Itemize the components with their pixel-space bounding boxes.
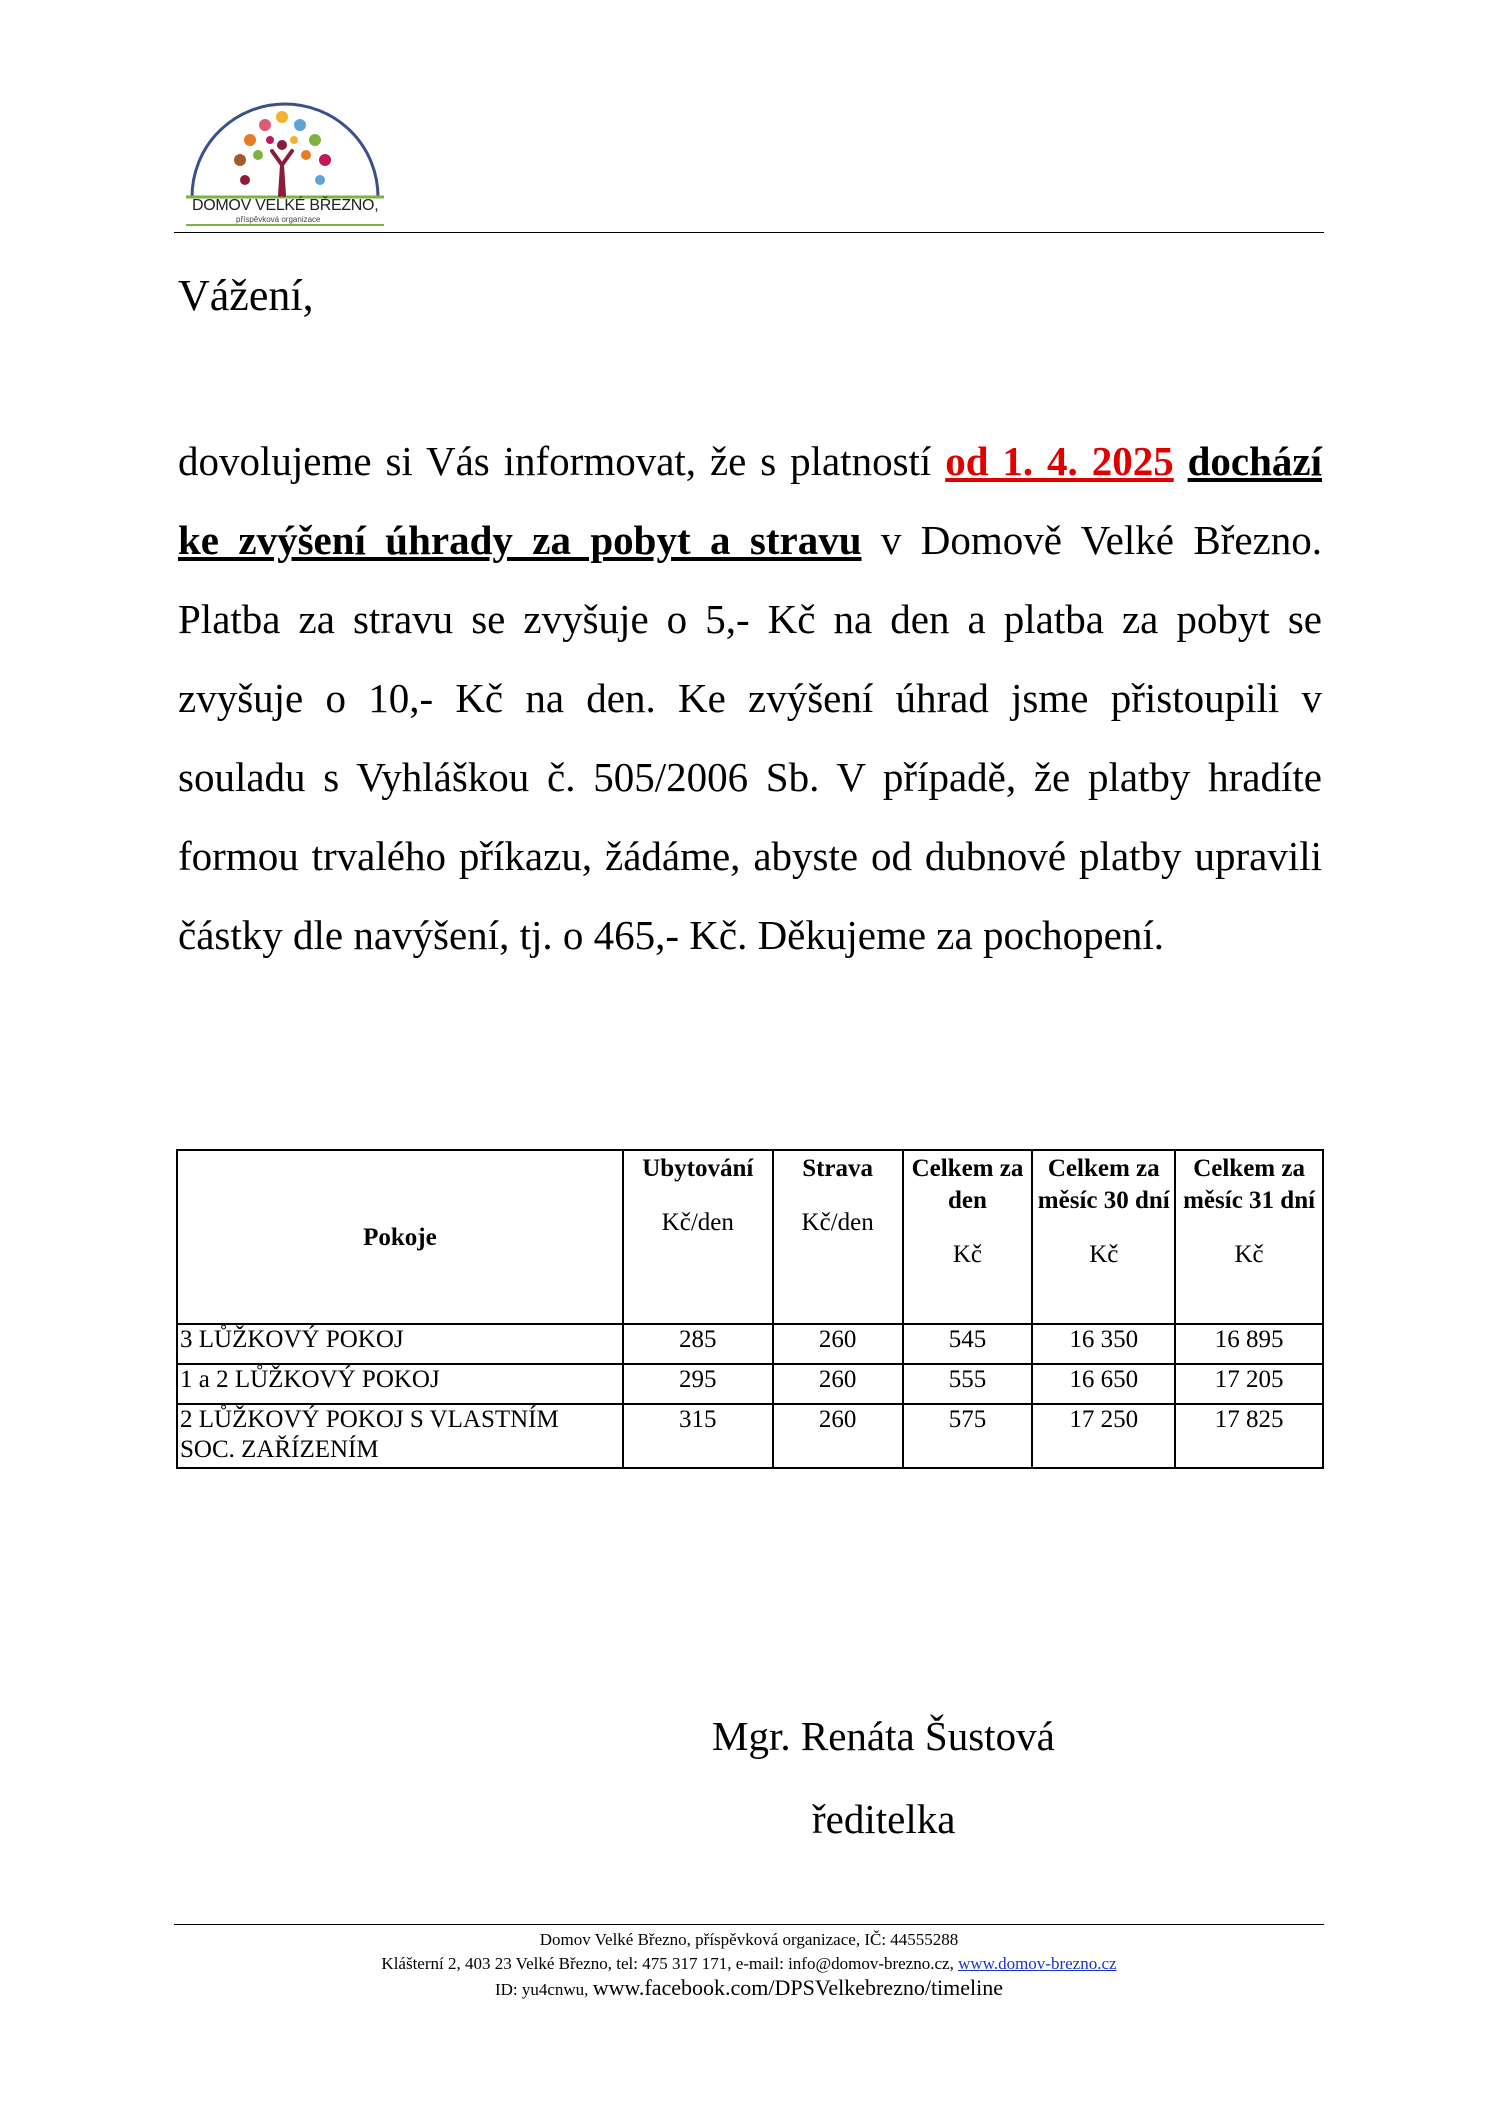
header-month30: Celkem za měsíc 30 dní Kč: [1032, 1150, 1175, 1324]
logo-subtitle: příspěvková organizace: [236, 215, 321, 224]
effective-date: od 1. 4. 2025: [945, 438, 1174, 484]
signature-role: ředitelka: [812, 1796, 956, 1842]
footer-id: ID: yu4cnwu,: [494, 1980, 593, 1999]
table-row: [177, 1404, 1323, 1468]
cell-room: 3 LŮŽKOVÝ POKOJ: [177, 1324, 623, 1364]
facebook-link[interactable]: www.facebook.com/DPSVelkebrezno/timeline: [592, 1975, 1004, 2000]
cell-food: 260: [773, 1404, 903, 1468]
cell-month31: 17 825: [1175, 1404, 1323, 1468]
body-rest: v Domově Velké Březno. Platba za stravu se zvyšuje o 5,- Kč na den a platba za pobyt se zvyšuje o 10,- Kč na den. Ke zvýšení úhrad jsme přistoupili v souladu s Vyhláškou č. 505/2006 Sb. V případě, že platby hradíte formou trvalého příkazu, žádáme, abyste od dubnové platby upravili částky dle navýšení, tj. o 465,- Kč. Děkujeme za pochopení.: [178, 517, 1322, 958]
cell-lodging: 315: [623, 1404, 773, 1468]
header-day-total: Celkem za den Kč: [903, 1150, 1033, 1324]
cell-lodging: 285: [623, 1324, 773, 1364]
footer-contact: Klášterní 2, 403 23 Velké Březno, tel: 475 317 171, e-mail: info@domov-brezno.cz,: [381, 1954, 959, 1973]
cell-room: 1 a 2 LŮŽKOVÝ POKOJ: [177, 1364, 623, 1404]
signature-name: Mgr. Renáta Šustová: [712, 1713, 1055, 1759]
footer-divider: [174, 1924, 1324, 1925]
cell-month30: 17 250: [1032, 1404, 1175, 1468]
footer-line-2: [174, 1952, 1324, 1976]
greeting: Vážení,: [178, 271, 314, 320]
header-food: Strava Kč/den: [773, 1150, 903, 1324]
price-table: [176, 1149, 1324, 1469]
cell-day: 575: [903, 1404, 1033, 1468]
footer-line-3: [174, 1976, 1324, 2002]
header-month31: Celkem za měsíc 31 dní Kč: [1175, 1150, 1323, 1324]
cell-month30: 16 650: [1032, 1364, 1175, 1404]
increase-notice: dochází ke zvýšení úhrady za pobyt a stravu: [178, 438, 1323, 563]
cell-day: 545: [903, 1324, 1033, 1364]
website-link[interactable]: www.domov-brezno.cz: [958, 1954, 1117, 1973]
letter-body: [178, 422, 1322, 975]
header-room: Pokoje: [177, 1150, 623, 1324]
cell-day: 555: [903, 1364, 1033, 1404]
cell-month31: 17 205: [1175, 1364, 1323, 1404]
footer: [174, 1928, 1324, 2002]
logo-name: DOMOV VELKÉ BŘEZNO,: [192, 197, 379, 214]
organization-logo: [180, 85, 390, 230]
table-row: [177, 1324, 1323, 1364]
intro-text: dovolujeme si Vás informovat, že s platností: [178, 438, 946, 484]
table-header-row: [177, 1150, 1323, 1324]
cell-lodging: 295: [623, 1364, 773, 1404]
footer-line-1: Domov Velké Březno, příspěvková organizace, IČ: 44555288: [539, 1930, 959, 1949]
cell-month31: 16 895: [1175, 1324, 1323, 1364]
table-row: [177, 1364, 1323, 1404]
header-divider: [174, 232, 1324, 233]
cell-food: 260: [773, 1364, 903, 1404]
header-lodging: Ubytování Kč/den: [623, 1150, 773, 1324]
cell-room: 2 LŮŽKOVÝ POKOJ S VLASTNÍM SOC. ZAŘÍZENÍM: [177, 1404, 623, 1468]
cell-food: 260: [773, 1324, 903, 1364]
cell-month30: 16 350: [1032, 1324, 1175, 1364]
